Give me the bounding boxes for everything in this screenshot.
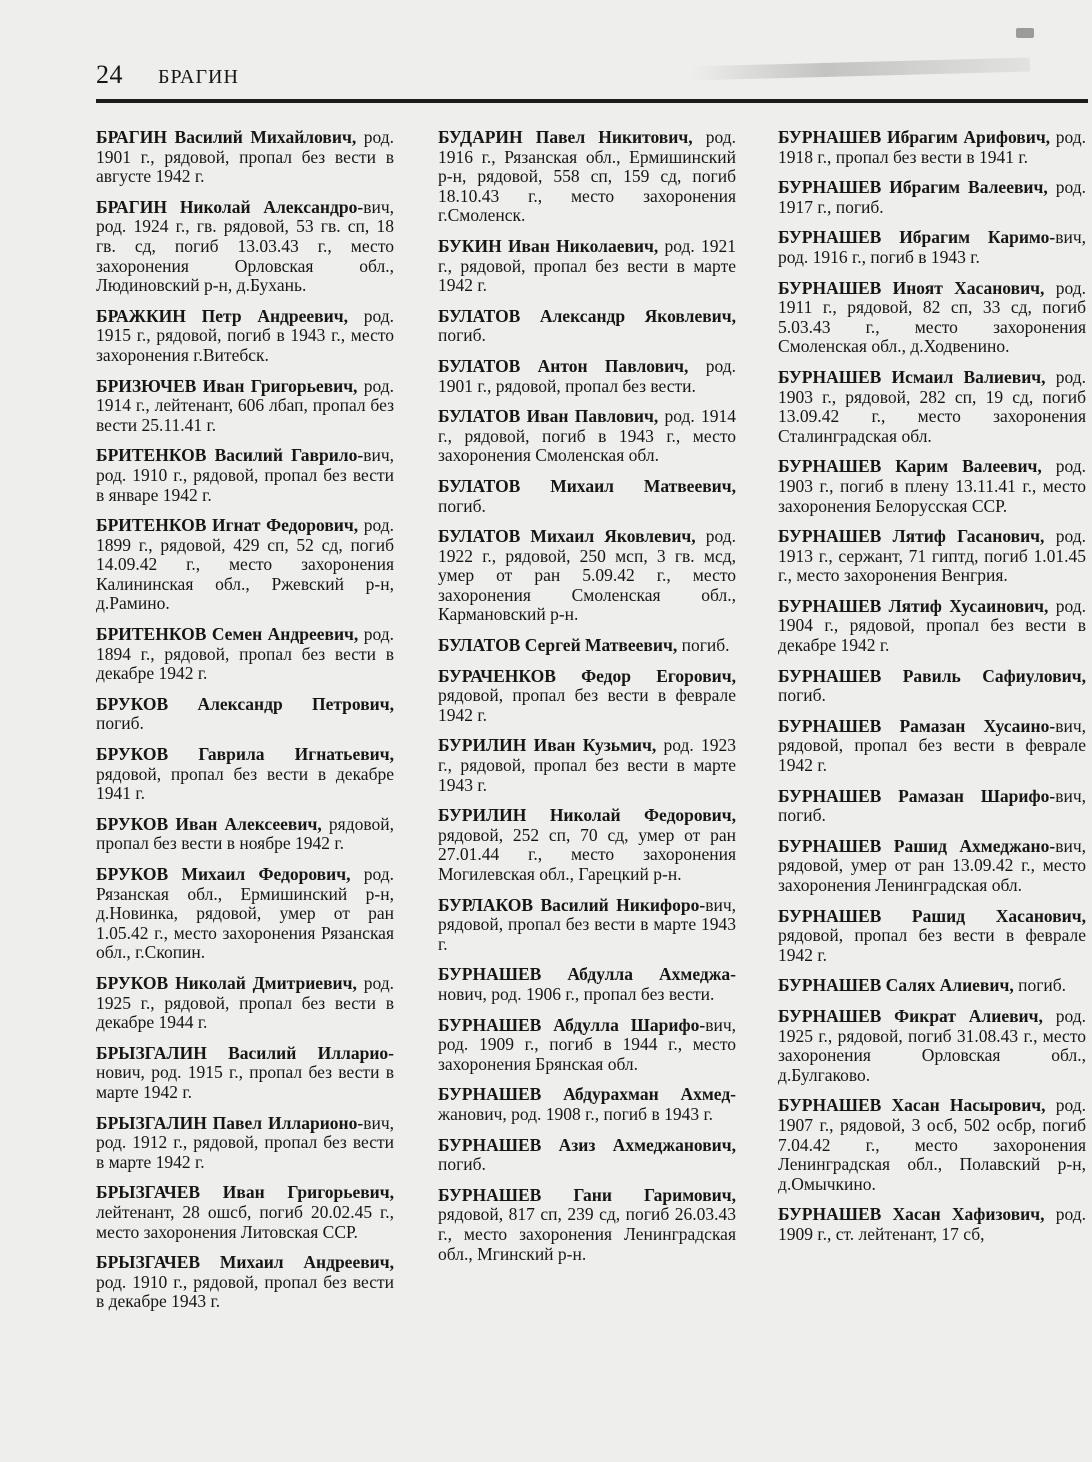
entry-details: вич, рядовой, пропал без вести в феврале 1942 г. — [778, 715, 1086, 776]
entry-name: БРИТЕНКОВ Игнат Федорович, — [96, 515, 359, 536]
entry — [438, 1085, 736, 1124]
entry-name: БУРНАШЕВ Лятиф Хусаинович, — [778, 595, 1049, 616]
entry-name: БРАЖКИН Петр Андреевич, — [96, 305, 348, 326]
entry-name: БРАГИН Николай Александро- — [96, 196, 364, 217]
entry-name: БУРАЧЕНКОВ Федор Егорович, — [438, 665, 736, 686]
entry-name: БУКИН Иван Николаевич, — [438, 235, 659, 256]
entry-name: БУРНАШЕВ Рашид Хасанович, — [778, 905, 1086, 926]
entry-name: БУРНАШЕВ Фикрат Алиевич, — [778, 1005, 1043, 1026]
entry-details: род. 1917 г., погиб. — [778, 177, 1086, 217]
entry — [778, 1205, 1086, 1244]
entry-details: вич, род. 1924 г., гв. рядовой, 53 гв. сп, 18 гв. сд, погиб 13.03.43 г., место захоронения Орловская обл., Людиновский р-н, д.Бухань. — [96, 196, 394, 296]
entry — [438, 736, 736, 795]
entry — [96, 377, 394, 436]
entry-details: погиб. — [96, 713, 144, 734]
entry-details: рядовой, 252 сп, 70 сд, умер от ран 27.01.44 г., место захоронения Могилевская обл., Гарецкий р-н. — [438, 824, 736, 884]
entry-name: БУРНАШЕВ Гани Гаримович, — [438, 1184, 736, 1205]
entry-name: БУРНАШЕВ Абдулла Ахмеджа- — [438, 964, 736, 985]
entry — [438, 237, 736, 296]
entry-details: род. 1916 г., Рязанская обл., Ермишинский р-н, рядовой, 558 сп, 159 сд, погиб 18.10.43 г., место захоронения г.Смоленск. — [438, 127, 736, 226]
entry — [778, 279, 1086, 357]
entry-details: жанович, род. 1908 г., погиб в 1943 г. — [438, 1103, 714, 1124]
entry-details: род. 1911 г., рядовой, 82 сп, 33 сд, погиб 5.03.43 г., место захоронения Смоленская обл., д.Ходвенино. — [778, 277, 1086, 357]
entry — [778, 527, 1086, 586]
entry-details: нович, род. 1906 г., пропал без вести. — [438, 983, 715, 1004]
entry-name: БРЫЗГАЧЕВ Иван Григорьевич, — [96, 1182, 394, 1203]
entry — [778, 787, 1086, 826]
entry-details: лейтенант, 28 ошсб, погиб 20.02.45 г., место захоронения Литовская ССР. — [96, 1201, 394, 1242]
entry — [96, 198, 394, 296]
entry-details: погиб. — [438, 1154, 486, 1175]
entry-name: БУРНАШЕВ Абдулла Шарифо- — [438, 1014, 706, 1035]
entry — [438, 307, 736, 346]
entry — [96, 1114, 394, 1173]
entry-name: БУРНАШЕВ Хасан Насырович, — [778, 1095, 1046, 1116]
entry — [778, 228, 1086, 267]
entry-name: БУРЛАКОВ Василий Никифоро- — [438, 894, 706, 915]
entry-details: род. 1909 г., ст. лейтенант, 17 сб, — [778, 1204, 1086, 1244]
entry-name: БУЛАТОВ Иван Павлович, — [438, 406, 659, 427]
entry — [96, 307, 394, 366]
entry-details: вич, род. 1912 г., рядовой, пропал без вести в марте 1942 г. — [96, 1112, 394, 1172]
entry — [96, 446, 394, 505]
entry — [96, 1183, 394, 1242]
entry-details: род. 1918 г., пропал без вести в 1941 г. — [778, 127, 1086, 167]
entry-name: БУРНАШЕВ Рамазан Хусаино- — [778, 715, 1056, 736]
entry — [96, 974, 394, 1033]
entry — [438, 1016, 736, 1075]
entry — [778, 1007, 1086, 1085]
entry-name: БРЫЗГАЛИН Павел Илларионо- — [96, 1112, 364, 1133]
entry-details: погиб. — [778, 685, 826, 706]
entry-name: БРИТЕНКОВ Василий Гаврило- — [96, 445, 364, 466]
entry-name: БРИЗЮЧЕВ Иван Григорьевич, — [96, 375, 358, 396]
entry — [778, 976, 1086, 996]
entry-details: род. Рязанская обл., Ермишинский р-н, д.Новинка, рядовой, умер от ран 1.05.42 г., место захоронения Рязанская обл., г.Скопин. — [96, 864, 394, 963]
entry-name: БУЛАТОВ Александр Яковлевич, — [438, 305, 736, 326]
entry-name: БРУКОВ Михаил Федорович, — [96, 864, 351, 884]
running-head: БРАГИН — [158, 66, 239, 88]
entry — [438, 965, 736, 1004]
entry-name: БУРНАШЕВ Абдурахман Ахмед- — [438, 1084, 736, 1105]
entry-name: БУРНАШЕВ Карим Валеевич, — [778, 456, 1042, 477]
entry — [96, 695, 394, 734]
entry-name: БУРНАШЕВ Исмаил Валиевич, — [778, 366, 1046, 387]
entry — [438, 477, 736, 516]
entry-name: БУРИЛИН Иван Кузьмич, — [438, 735, 657, 756]
entry-name: БУРНАШЕВ Равиль Сафиулович, — [778, 665, 1086, 686]
entry — [778, 717, 1086, 776]
entry-name: БУРНАШЕВ Ибрагим Валеевич, — [778, 177, 1048, 198]
entry-details: род. 1922 г., рядовой, 250 мсп, 3 гв. мсд, умер от ран 5.09.42 г., место захоронения Смоленская обл., Кармановский р-н. — [438, 526, 736, 625]
column-3 — [778, 128, 1086, 1256]
entry-name: БРУКОВ Александр Петрович, — [96, 693, 394, 714]
entry-name: БРАГИН Василий Михайлович, — [96, 127, 357, 147]
entry — [96, 516, 394, 614]
entry — [438, 636, 736, 656]
entry-details: вич, род. 1910 г., рядовой, пропал без вести в январе 1942 г. — [96, 445, 394, 505]
entry-name: БУРНАШЕВ Иноят Хасанович, — [778, 277, 1045, 298]
entry-name: БУРНАШЕВ Азиз Ахмеджанович, — [438, 1134, 736, 1155]
entry — [438, 667, 736, 726]
page-header — [96, 58, 1086, 98]
entry-details: род. 1903 г., погиб в плену 13.11.41 г., место захоронения Белорусская ССР. — [778, 456, 1086, 516]
entry-details: род. 1904 г., рядовой, пропал без вести в декабре 1942 г. — [778, 595, 1086, 656]
entry-name: БРЫЗГАЛИН Василий Илларио- — [96, 1042, 394, 1063]
entry-name: БУРНАШЕВ Лятиф Гасанович, — [778, 526, 1045, 547]
entry-name: БУРНАШЕВ Ибрагим Арифович, — [778, 127, 1051, 147]
entry-details: род. 1901 г., рядовой, пропал без вести в августе 1942 г. — [96, 127, 395, 187]
entry — [778, 128, 1086, 167]
entry-details: род. 1914 г., лейтенант, 606 лбап, пропал без вести 25.11.41 г. — [96, 375, 394, 435]
column-2 — [438, 128, 736, 1275]
entry — [96, 625, 394, 684]
entry-details: род. 1913 г., сержант, 71 гиптд, погиб 1.01.45 г., место захоронения Венгрия. — [778, 526, 1086, 586]
entry-name: БРУКОВ Николай Дмитриевич, — [96, 972, 357, 993]
page-number: 24 — [96, 60, 123, 89]
entry-details: род. 1921 г., рядовой, пропал без вести в марте 1942 г. — [438, 235, 736, 296]
entry-name: БРИТЕНКОВ Семен Андреевич, — [96, 624, 359, 645]
entry-details: рядовой, пропал без вести в феврале 1942 г. — [438, 685, 736, 725]
entry — [438, 896, 736, 955]
entry-details: род. 1910 г., рядовой, пропал без вести в декабре 1943 г. — [96, 1271, 394, 1312]
entry-details: род. 1907 г., рядовой, 3 осб, 502 осбр, погиб 7.04.42 г., место захоронения Ленинградская обл., Полавский р-н, д.Омычкино. — [778, 1095, 1086, 1194]
entry-details: род. 1925 г., рядовой, погиб 31.08.43 г., место захоронения Орловская обл., д.Булгаково. — [778, 1005, 1086, 1085]
entry — [438, 527, 736, 625]
entry — [778, 1096, 1086, 1194]
entry-details: погиб. — [438, 325, 486, 346]
entry-name: БРУКОВ Гаврила Игнатьевич, — [96, 744, 394, 765]
entry-name: БУРИЛИН Николай Федорович, — [438, 805, 736, 826]
entry-details: рядовой, пропал без вести в феврале 1942 г. — [778, 925, 1086, 965]
entry — [438, 357, 736, 396]
entry-name: БУЛАТОВ Михаил Матвеевич, — [438, 475, 736, 496]
entry-details: род. 1903 г., рядовой, 282 сп, 19 сд, погиб 13.09.42 г., место захоронения Сталинградская обл. — [778, 366, 1086, 446]
scan-mark — [1016, 28, 1034, 38]
entry — [438, 1186, 736, 1264]
entry — [438, 407, 736, 466]
entry — [778, 597, 1086, 656]
header-rule — [96, 99, 1088, 103]
entry-name: БУРНАШЕВ Салях Алиевич, — [778, 975, 1014, 996]
entry-details: род. 1894 г., рядовой, пропал без вести в декабре 1942 г. — [96, 624, 395, 684]
entry-details: род. 1899 г., рядовой, 429 сп, 52 сд, погиб 14.09.42 г., место захоронения Калининская обл., Ржевский р-н, д.Рамино. — [96, 515, 394, 614]
entry — [778, 667, 1086, 706]
entry — [438, 128, 736, 226]
column-1 — [96, 128, 394, 1323]
entry-details: вич, погиб. — [778, 785, 1086, 826]
entry — [96, 1044, 394, 1103]
entry-details: рядовой, 817 сп, 239 сд, погиб 26.03.43 г., место захоронения Ленинградская обл., Мгинский р-н. — [438, 1204, 736, 1264]
entry-details: род. 1901 г., рядовой, пропал без вести. — [438, 355, 736, 396]
entry-details: род. 1915 г., рядовой, погиб в 1943 г., место захоронения г.Витебск. — [96, 305, 394, 365]
entry — [96, 745, 394, 804]
entry-name: БУРНАШЕВ Рашид Ахмеджано- — [778, 835, 1056, 856]
entry — [778, 837, 1086, 896]
entry — [778, 907, 1086, 966]
entry-details: рядовой, пропал без вести в ноябре 1942 г. — [96, 813, 395, 854]
entry-details: вич, рядовой, пропал без вести в марте 1943 г. — [438, 894, 736, 954]
entry-name: БУРНАШЕВ Ибрагим Каримо- — [778, 227, 1056, 248]
entry-details: вич, род. 1916 г., погиб в 1943 г. — [778, 227, 1086, 267]
entry — [438, 1136, 736, 1175]
entry-name: БУЛАТОВ Сергей Матвеевич, — [438, 635, 678, 656]
entry — [438, 806, 736, 884]
entry-details: погиб. — [1013, 975, 1067, 996]
entry-details: род. 1914 г., рядовой, погиб в 1943 г., место захоронения Смоленская обл. — [438, 406, 736, 466]
entry-details: вич, рядовой, умер от ран 13.09.42 г., место захоронения Ленинградская обл. — [778, 835, 1086, 895]
entry-name: БУЛАТОВ Антон Павлович, — [438, 355, 689, 376]
entry — [96, 128, 394, 187]
entry-details: род. 1923 г., рядовой, пропал без вести в марте 1943 г. — [438, 735, 737, 795]
entry-details: погиб. — [677, 635, 730, 656]
entry-details: нович, род. 1915 г., пропал без вести в марте 1942 г. — [96, 1062, 394, 1102]
entry — [778, 368, 1086, 446]
entry-name: БРЫЗГАЧЕВ Михаил Андреевич, — [96, 1252, 394, 1273]
entry-name: БУРНАШЕВ Хасан Хафизович, — [778, 1204, 1045, 1225]
entry-name: БУДАРИН Павел Никитович, — [438, 127, 693, 147]
entry-details: рядовой, пропал без вести в декабре 1941 г. — [96, 763, 394, 804]
entry-name: БРУКОВ Иван Алексеевич, — [96, 813, 322, 834]
entry-details: род. 1925 г., рядовой, пропал без вести в декабре 1944 г. — [96, 972, 394, 1033]
entry-details: вич, род. 1909 г., погиб в 1944 г., место захоронения Брянская обл. — [438, 1014, 736, 1074]
entry — [96, 815, 394, 854]
entry — [96, 865, 394, 963]
entry-name: БУРНАШЕВ Рамазан Шарифо- — [778, 785, 1056, 806]
entry — [778, 178, 1086, 217]
entry — [96, 1253, 394, 1312]
entry — [778, 457, 1086, 516]
entry-details: погиб. — [438, 495, 486, 516]
entry-name: БУЛАТОВ Михаил Яковлевич, — [438, 526, 696, 547]
